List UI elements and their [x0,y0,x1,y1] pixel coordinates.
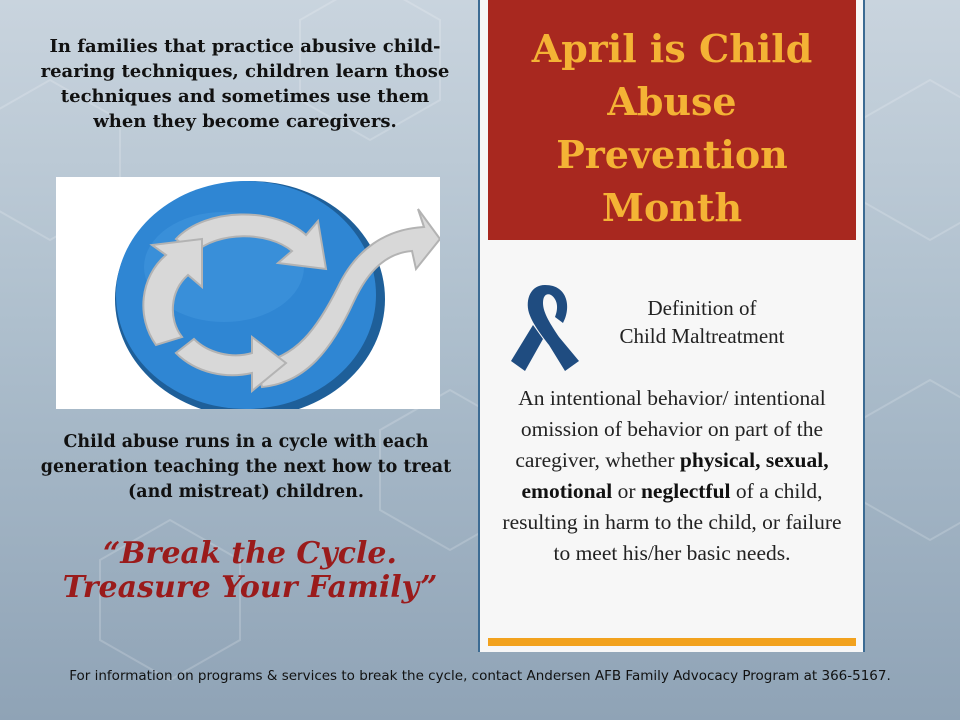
title-line-2: Abuse [607,79,737,124]
title-line-1: April is Child [531,26,813,71]
cycle-paragraph: Child abuse runs in a cycle with each generation teaching the next how to treat (and mistreat) children. [40,432,452,502]
definition-part-3: of a child, resulting in harm to the child, or failure to meet his/her basic needs. [502,479,842,565]
title-line-3: Prevention [556,132,788,177]
slogan-line-2: Treasure Your Family” [62,570,438,605]
title-line-4: Month [601,185,743,230]
definition-bold-2: neglectful [640,479,731,503]
definition-heading [592,294,812,350]
page-title [488,22,856,234]
accent-bar [488,638,856,646]
definition-heading-line-1: Definition of [647,296,757,320]
definition-text [492,383,852,569]
definition-heading-line-2: Child Maltreatment [619,324,785,348]
slogan-line-1: “Break the Cycle. [103,536,397,571]
intro-paragraph: In families that practice abusive child-rearing techniques, children learn those techniques and sometimes use them when they become caregivers. [40,36,450,132]
roundabout-sign-icon [56,177,440,409]
definition-bold-1: physical, sexual, emotional [521,448,829,503]
roundabout-sign-image [56,177,440,409]
footer-contact-info: For information on programs & services to break the cycle, contact Andersen AFB Family Advocacy Program at 366-5167. [69,668,891,684]
slogan [20,537,480,605]
definition-part-2: or [612,479,641,503]
blue-ribbon-icon [503,277,587,373]
definition-part-1: An intentional behavior/ intentional omission of behavior on part of the caregiver, whether [515,386,826,472]
